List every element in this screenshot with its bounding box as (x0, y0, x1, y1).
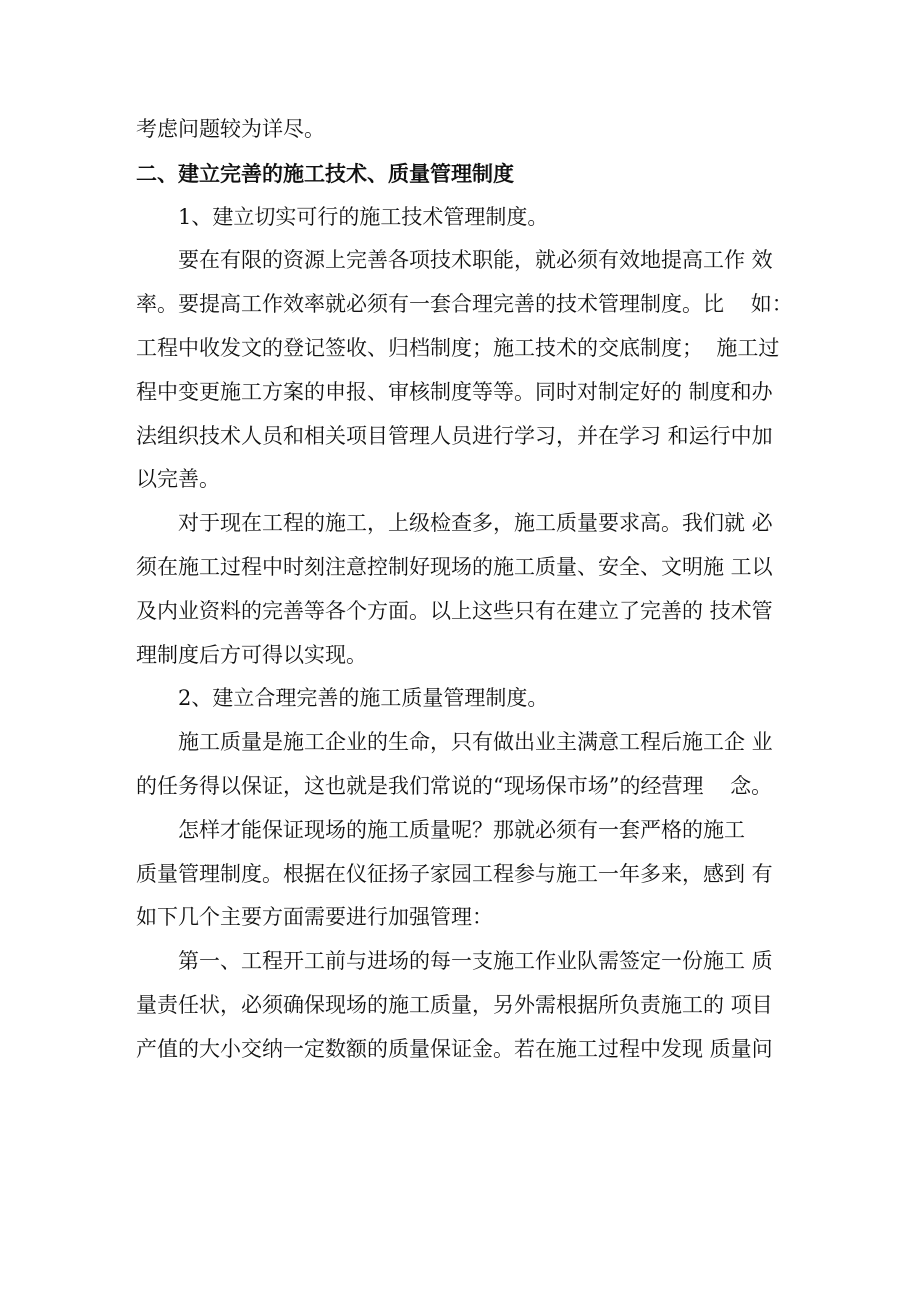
section-heading: 二、建立完善的施工技术、质量管理制度 (136, 160, 514, 186)
text-line: 程中变更施工方案的申报、审核制度等等。同时对制定好的 制度和办 (136, 379, 773, 404)
text-line: 率。要提高工作效率就必须有一套合理完善的技术管理制度。比 如： (136, 292, 793, 317)
text-line: 要在有限的资源上完善各项技术职能，就必须有效地提高工作 效 (178, 248, 773, 273)
text-line: 及内业资料的完善等各个方面。以上这些只有在建立了完善的 技术管 (136, 598, 773, 623)
text-line: 对于现在工程的施工，上级检查多，施工质量要求高。我们就 必 (178, 511, 773, 536)
text-line: 理制度后方可得以实现。 (136, 642, 367, 667)
text-line: 施工质量是施工企业的生命，只有做出业主满意工程后施工企 业 (178, 730, 773, 755)
text-line: 法组织技术人员和相关项目管理人员进行学习，并在学习 和运行中加 (136, 423, 773, 448)
text-line: 如下几个主要方面需要进行加强管理： (136, 905, 493, 930)
document-body (136, 108, 796, 1072)
text-line: 考虑问题较为详尽。 (136, 117, 325, 141)
text-line: 产值的大小交纳一定数额的质量保证金。若在施工过程中发现 质量问 (136, 1036, 773, 1061)
text-line: 怎样才能保证现场的施工质量呢？那就必须有一套严格的施工 (178, 817, 745, 842)
text-line: 工程中收发文的登记签收、归档制度；施工技术的交底制度； 施工过 (136, 335, 780, 360)
text-line: 以完善。 (136, 467, 220, 492)
text-line: 的任务得以保证，这也就是我们常说的“现场保市场”的经营理 念。 (136, 773, 773, 798)
text-line: 第一、工程开工前与进场的每一支施工作业队需签定一份施工 质 (178, 949, 773, 974)
text-line: 质量管理制度。根据在仪征扬子家园工程参与施工一年多来，感到 有 (136, 861, 773, 886)
subsection-heading: 2、建立合理完善的施工质量管理制度。 (178, 686, 549, 711)
subsection-heading: 1、建立切实可行的施工技术管理制度。 (178, 204, 549, 229)
text-line: 须在施工过程中时刻注意控制好现场的施工质量、安全、文明施 工以 (136, 554, 773, 579)
text-line: 量责任状，必须确保现场的施工质量，另外需根据所负责施工的 项目 (136, 992, 773, 1017)
